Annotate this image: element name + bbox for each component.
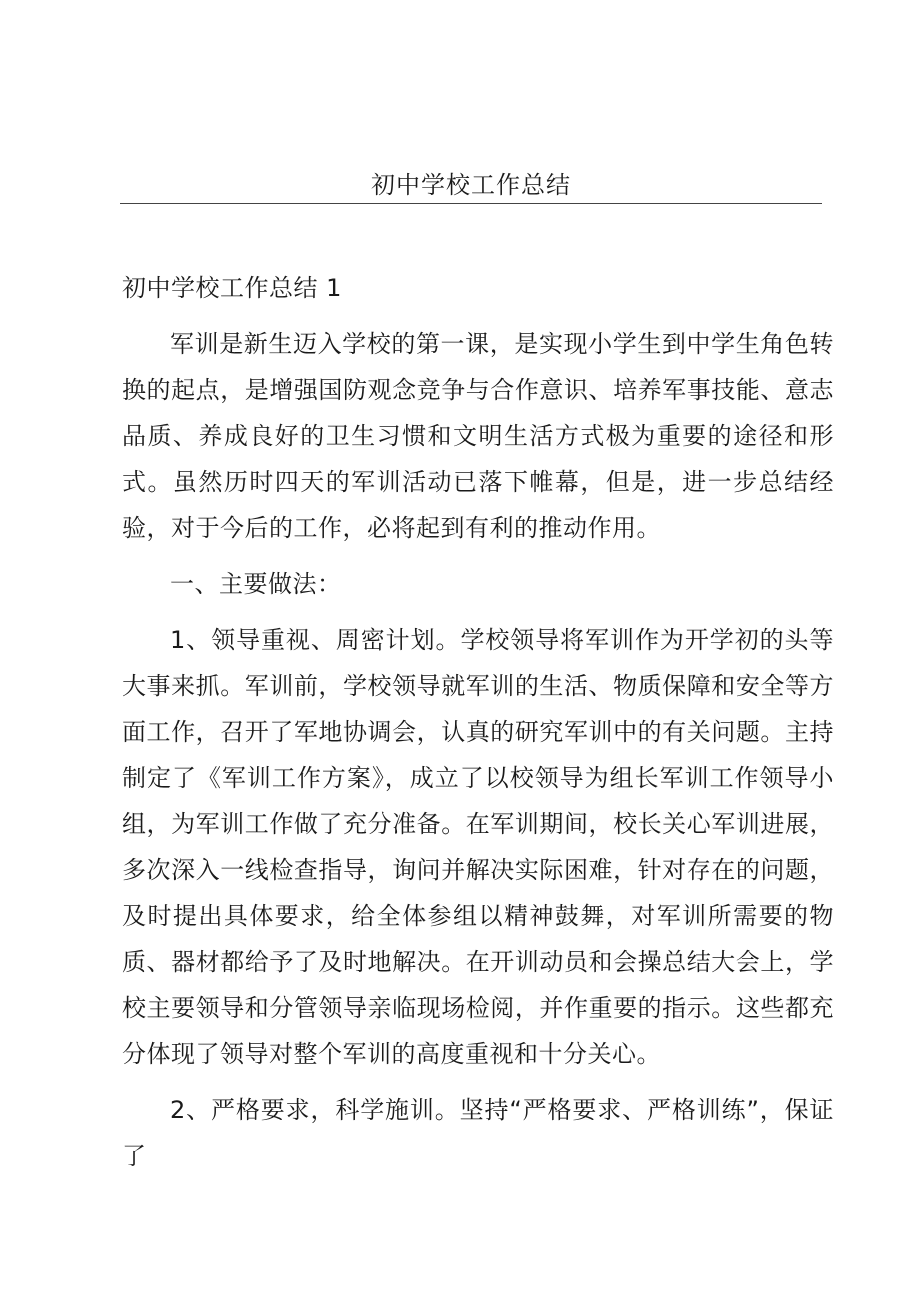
title-divider xyxy=(120,203,822,204)
paragraph-point-2: 2、严格要求，科学施训。坚持“严格要求、严格训练”，保证了 xyxy=(122,1096,834,1170)
document-title: 初中学校工作总结 xyxy=(371,171,571,199)
paragraph-intro: 军训是新生迈入学校的第一课，是实现小学生到中学生角色转换的起点，是增强国防观念竞争与合作意识、培养军事技能、意志品质、养成良好的卫生习惯和文明生活方式极为重要的途径和形式。虽然历时四天的军训活动已落下帷幕，但是，进一步总结经验，对于今后的工作，必将起到有利的推动作用。 xyxy=(122,330,834,542)
document-body xyxy=(122,265,834,1179)
paragraph-point-1: 1、领导重视、周密计划。学校领导将军训作为开学初的头等大事来抓。军训前，学校领导就军训的生活、物质保障和安全等方面工作，召开了军地协调会，认真的研究军训中的有关问题。主持制定了《军训工作方案》，成立了以校领导为组长军训工作领导小组，为军训工作做了充分准备。在军训期间，校长关心军训进展，多次深入一线检查指导，询问并解决实际困难，针对存在的问题，及时提出具体要求，给全体参组以精神鼓舞，对军训所需要的物质、器材都给予了及时地解决。在开训动员和会操总结大会上，学校主要领导和分管领导亲临现场检阅，并作重要的指示。这些都充分体现了领导对整个军训的高度重视和十分关心。 xyxy=(122,626,834,1068)
paragraph-main-methods-heading: 一、主要做法： xyxy=(170,570,342,598)
section-heading: 初中学校工作总结 1 xyxy=(122,274,342,302)
